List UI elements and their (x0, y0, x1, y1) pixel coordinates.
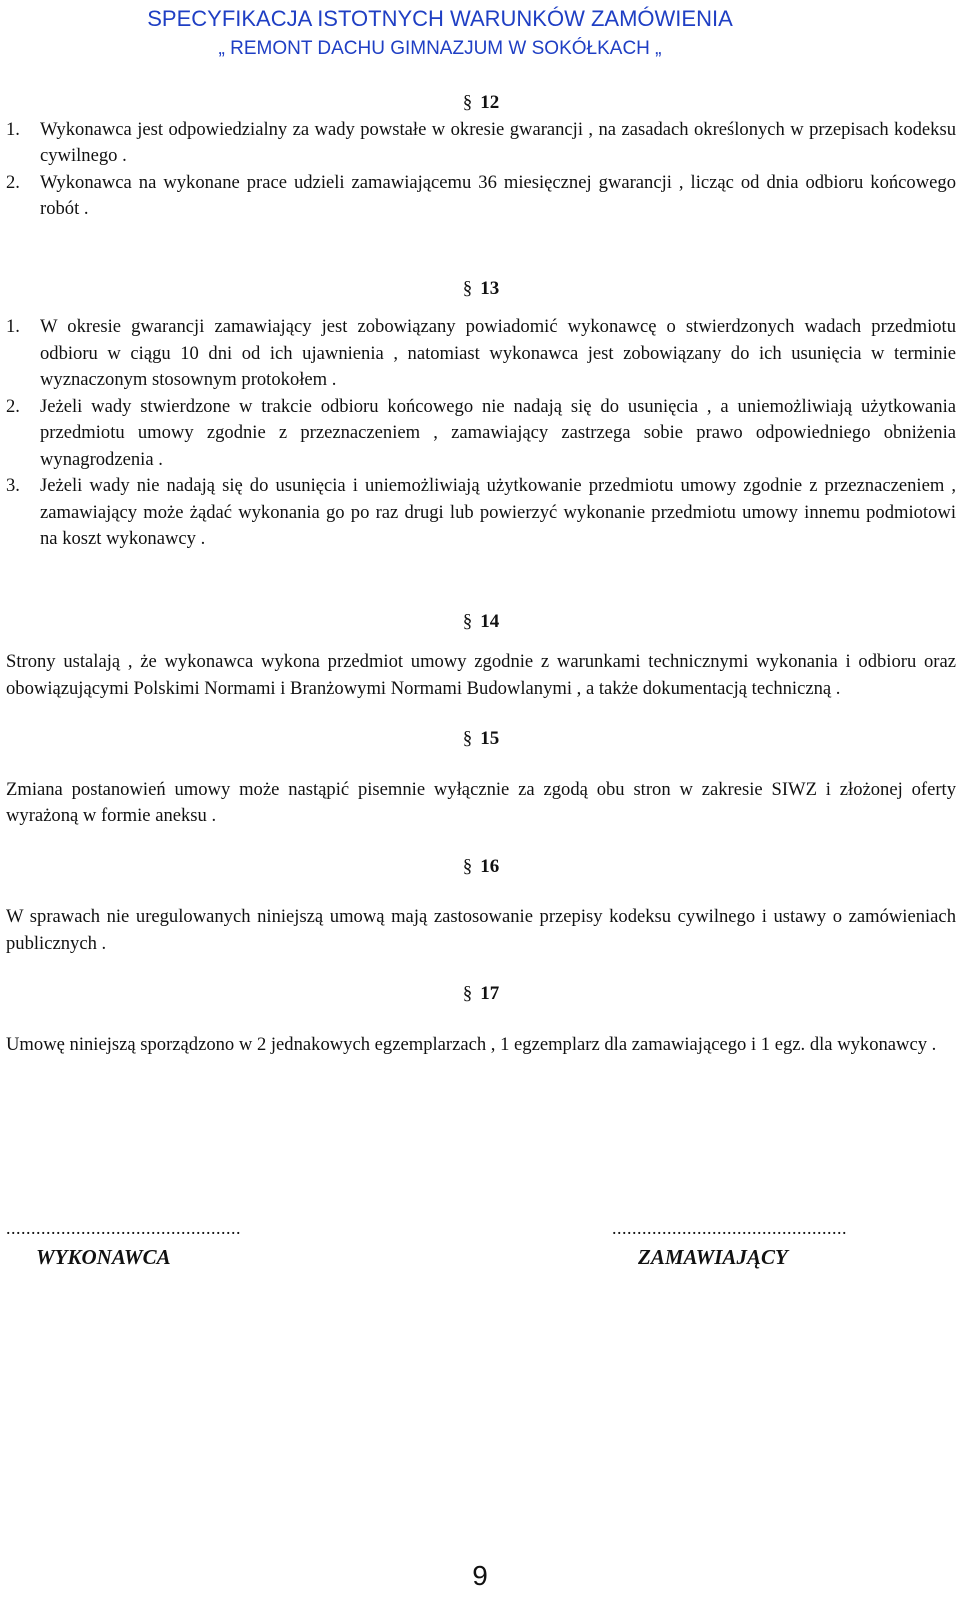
section-symbol: § (462, 92, 473, 113)
signature-block-contractor (6, 1218, 241, 1270)
item-number: 1. (6, 118, 20, 140)
item-text: W okresie gwarancji zamawiający jest zobowiązany powiadomić wykonawcę o stwierdzonych wadach przedmiotu odbioru w ciągu 10 dni od ich ujawnienia , natomiast wykonawca jest zobowiązany do ich usunięcia w terminie wyznaczonym stosownym protokołem . (40, 316, 956, 390)
item-text: Wykonawca na wykonane prace udzieli zamawiającemu 36 miesięcznej gwarancji , licząc od dnia odbioru końcowego robót . (40, 171, 956, 219)
item-text: Jeżeli wady stwierdzone w trakcie odbioru końcowego nie nadają się do usunięcia , a uniemożliwiają użytkowania przedmiotu umowy zgodnie z przeznaczeniem , zamawiający zastrzega sobie prawo odpowiedniego obniżenia wynagrodzenia . (40, 395, 956, 470)
list-item (6, 117, 956, 170)
section-heading-15 (6, 726, 956, 753)
item-number: 3. (6, 475, 20, 496)
header-title: SPECYFIKACJA ISTOTNYCH WARUNKÓW ZAMÓWIENIA (147, 6, 733, 31)
paragraph: Umowę niniejszą sporządzono w 2 jednakowych egzemplarzach , 1 egzemplarz dla zamawiającego i 1 egz. dla wykonawcy . (6, 1033, 937, 1055)
section-symbol: § (462, 855, 473, 877)
section-symbol: § (462, 610, 473, 632)
section-heading-14 (6, 609, 956, 636)
item-number: 2. (6, 171, 20, 193)
list-item (6, 473, 956, 553)
section-number: 15 (480, 728, 500, 749)
list-item (6, 314, 956, 394)
section-symbol: § (462, 728, 473, 749)
item-text: Jeżeli wady nie nadają się do usunięcia i uniemożliwiają użytkowanie przedmiotu umowy zgodnie z przeznaczeniem , zamawiający może żądać wykonania go po raz drugi lub powierzyć wykonanie przedmiotu umowy innemu podmiotowi na koszt wykonawcy . (40, 475, 956, 549)
section-number: 17 (480, 983, 500, 1004)
signature-role: ZAMAWIAJĄCY (638, 1245, 788, 1269)
signature-block-client (612, 1218, 847, 1270)
list-item (6, 170, 956, 223)
document-body (6, 90, 956, 1058)
section-number: 13 (480, 277, 500, 299)
list-item (6, 394, 956, 474)
paragraph: Zmiana postanowień umowy może nastąpić pisemnie wyłącznie za zgodą obu stron w zakresie SIWZ i złożonej oferty wyrażoną w formie aneksu . (6, 778, 956, 826)
paragraph: W sprawach nie uregulowanych niniejszą umową mają zastosowanie przepisy kodeksu cywilnego i ustawy o zamówieniach publicznych . (6, 906, 956, 954)
item-number: 1. (6, 316, 20, 337)
header-subtitle: „ REMONT DACHU GIMNAZJUM W SOKÓŁKACH „ (218, 38, 662, 59)
signature-line: ............................................... (612, 1218, 847, 1238)
signature-line: ............................................... (6, 1218, 241, 1238)
section-symbol: § (462, 983, 473, 1004)
signature-role: WYKONAWCA (36, 1245, 171, 1269)
paragraph: Strony ustalają , że wykonawca wykona przedmiot umowy zgodnie z warunkami technicznymi wykonania i odbioru oraz obowiązującymi Polskimi Normami i Branżowymi Normami Budowlanymi , a także dokumentacją techniczną . (6, 651, 956, 699)
document-header (0, 4, 960, 64)
section-heading-16 (6, 854, 956, 881)
item-text: Wykonawca jest odpowiedzialny za wady powstałe w okresie gwarancji , na zasadach określonych w przepisach kodeksu cywilnego . (40, 118, 956, 166)
section-number: 12 (480, 92, 500, 113)
section-symbol: § (462, 277, 473, 299)
section-heading-13 (6, 276, 956, 303)
section-number: 14 (480, 610, 500, 632)
section-number: 16 (480, 855, 500, 877)
item-number: 2. (6, 395, 20, 417)
section-heading-17 (6, 981, 956, 1008)
section-heading-12 (6, 90, 956, 117)
page-number: 9 (472, 1560, 488, 1591)
